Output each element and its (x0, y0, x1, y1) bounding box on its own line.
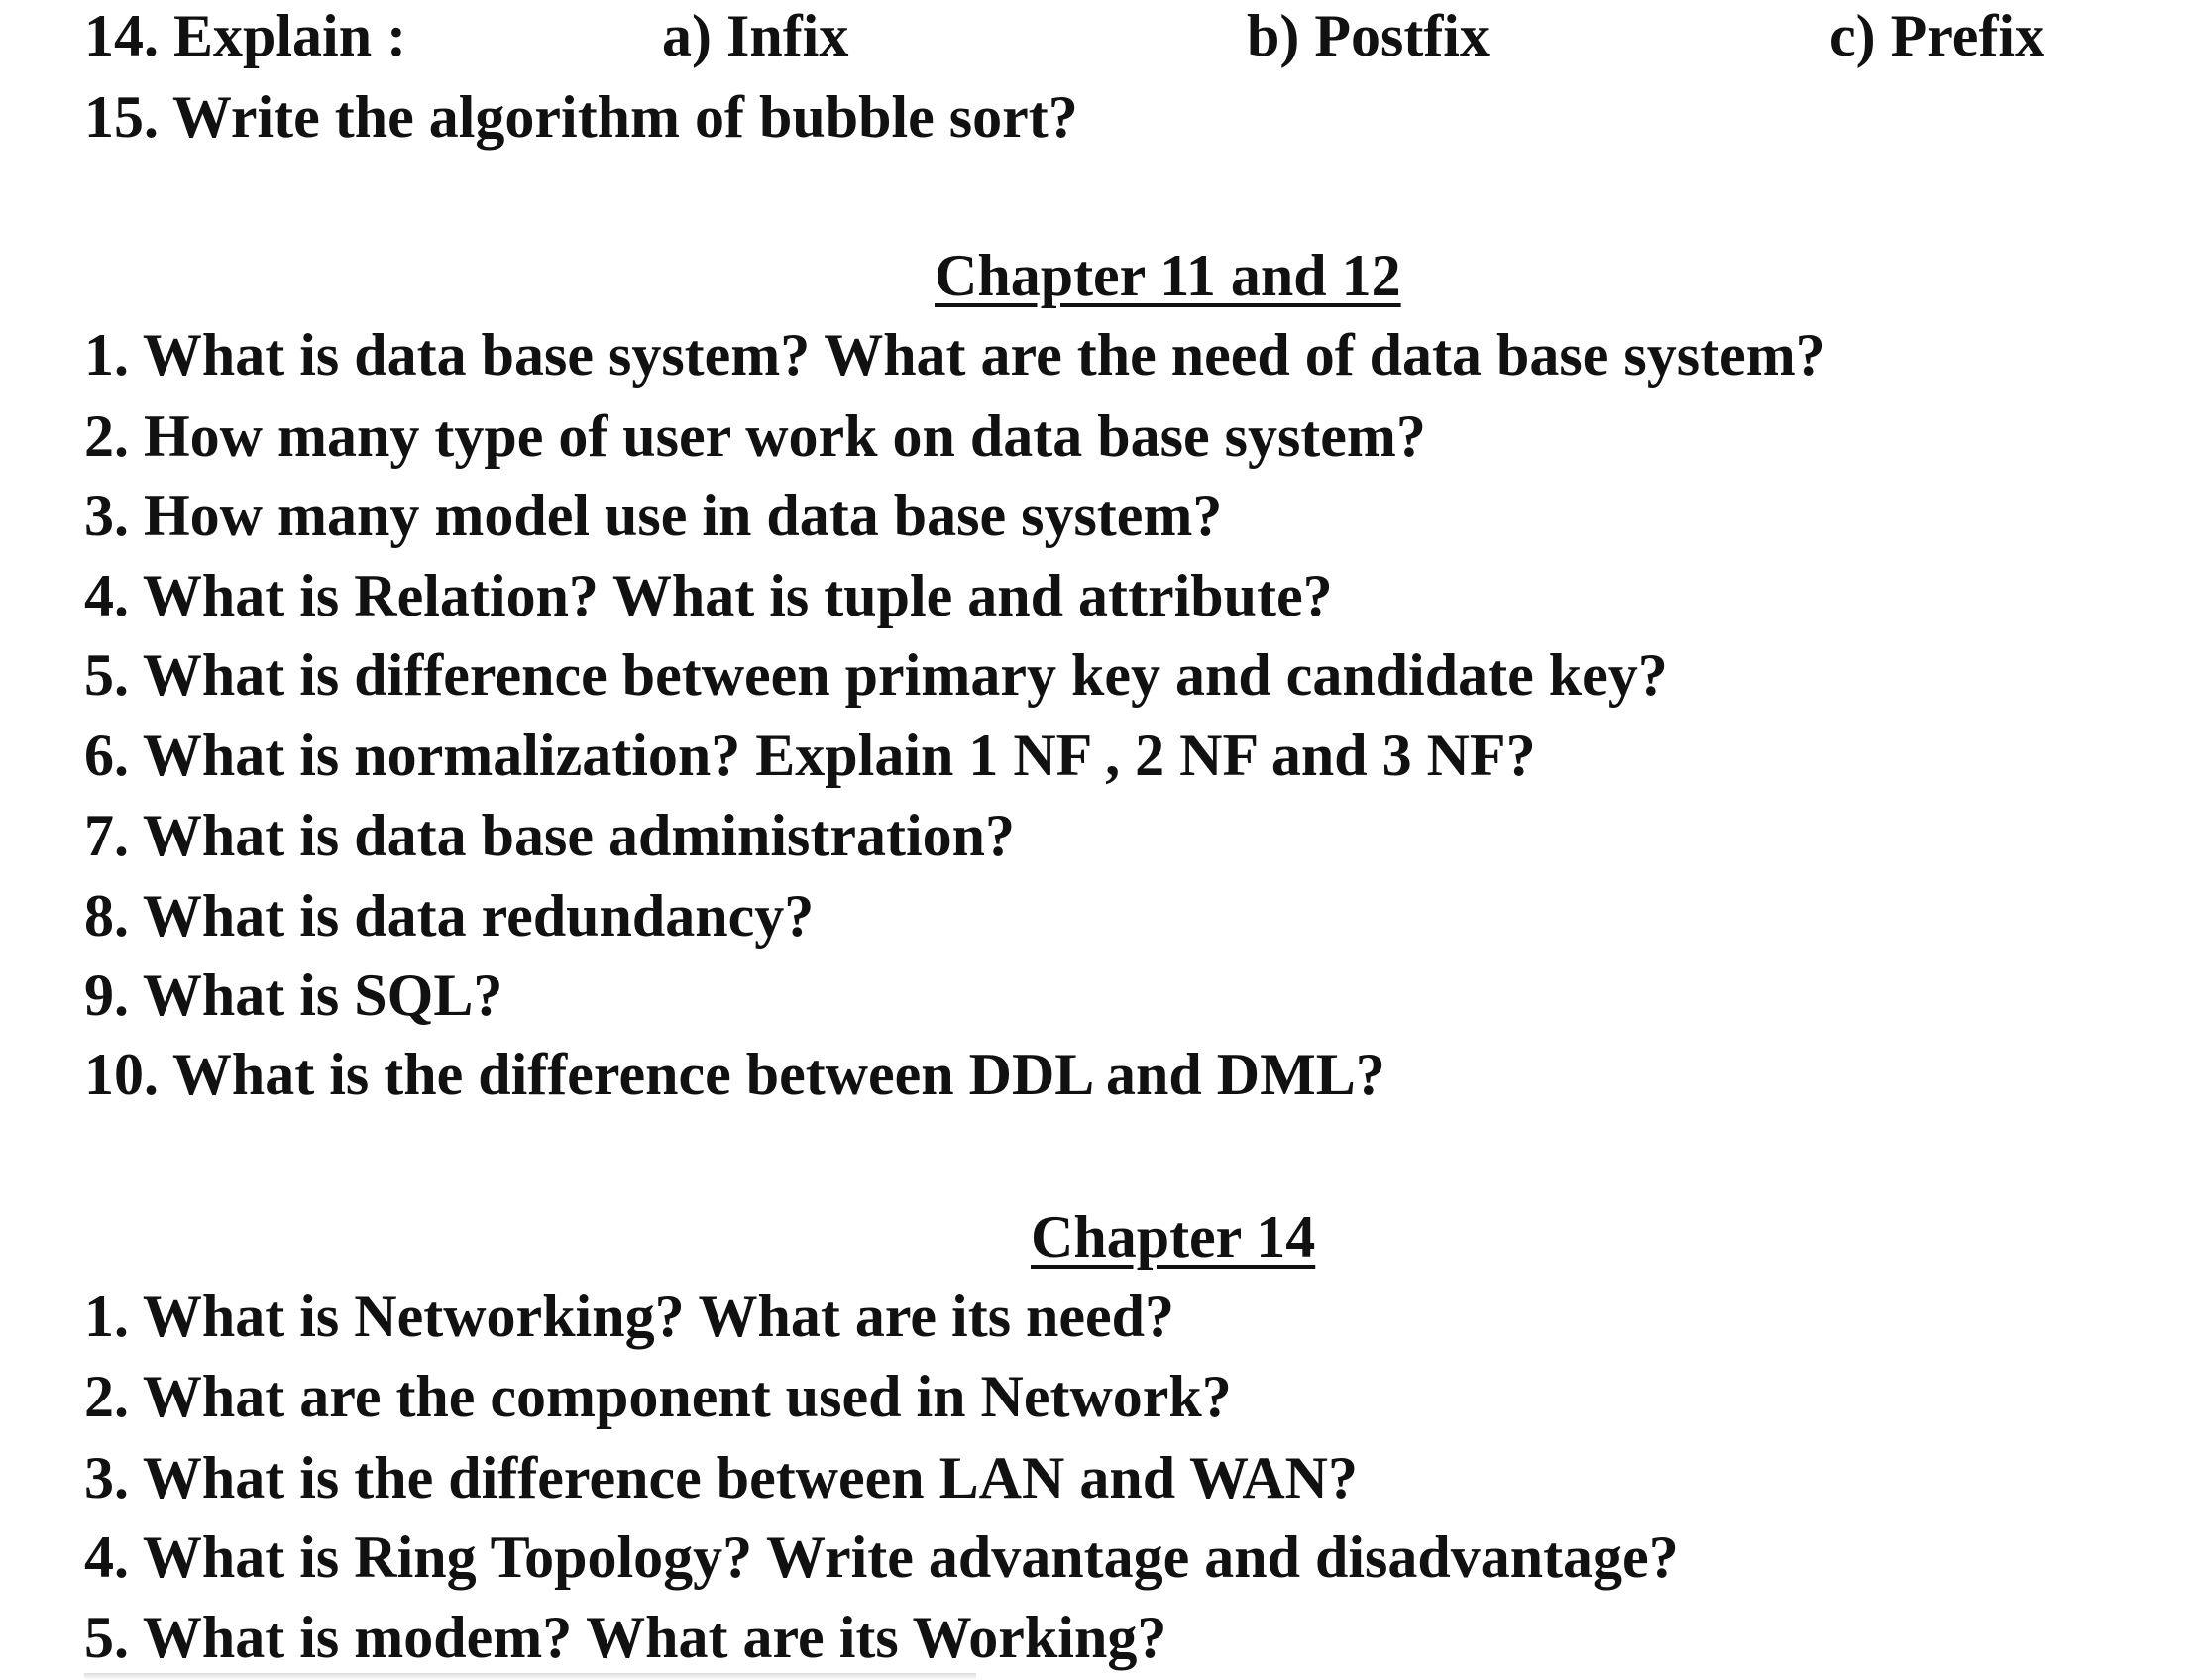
list-item: 2. How many type of user work on data base system? (84, 403, 1426, 469)
list-item: 6. What is normalization? Explain 1 NF , 2 NF and 3 NF? (84, 723, 1536, 788)
list-item: 8. What is data redundancy? (84, 883, 815, 949)
question-14-row (0, 3, 2208, 69)
option-postfix: b) Postfix (1247, 3, 1490, 68)
option-infix: a) Infix (662, 3, 849, 68)
option-prefix: c) Prefix (1829, 3, 2045, 68)
list-item: 1. What is data base system? What are the need of data base system? (84, 322, 1825, 388)
list-item: 7. What is data base administration? (84, 803, 1016, 868)
list-item: 3. What is the difference between LAN and WAN? (84, 1445, 1358, 1511)
chapter-11-12-heading: Chapter 11 and 12 (935, 243, 1401, 308)
list-item: 9. What is SQL? (84, 962, 503, 1028)
list-item: 5. What is modem? What are its Working? (84, 1605, 1167, 1670)
question-15: 15. Write the algorithm of bubble sort? (84, 84, 1078, 150)
chapter-14-heading: Chapter 14 (1031, 1204, 1316, 1270)
list-item: 4. What is Relation? What is tuple and attribute? (84, 563, 1333, 628)
list-item: 4. What is Ring Topology? Write advantage and disadvantage? (84, 1524, 1679, 1590)
list-item: 5. What is difference between primary key and candidate key? (84, 642, 1668, 708)
list-item: 1. What is Networking? What are its need? (84, 1284, 1175, 1349)
cut-off-next-line (84, 1673, 976, 1680)
question-14-label: 14. Explain : (84, 3, 407, 68)
list-item: 3. How many model use in data base system? (84, 483, 1223, 548)
list-item: 10. What is the difference between DDL and DML? (84, 1042, 1385, 1107)
list-item: 2. What are the component used in Network? (84, 1364, 1232, 1429)
